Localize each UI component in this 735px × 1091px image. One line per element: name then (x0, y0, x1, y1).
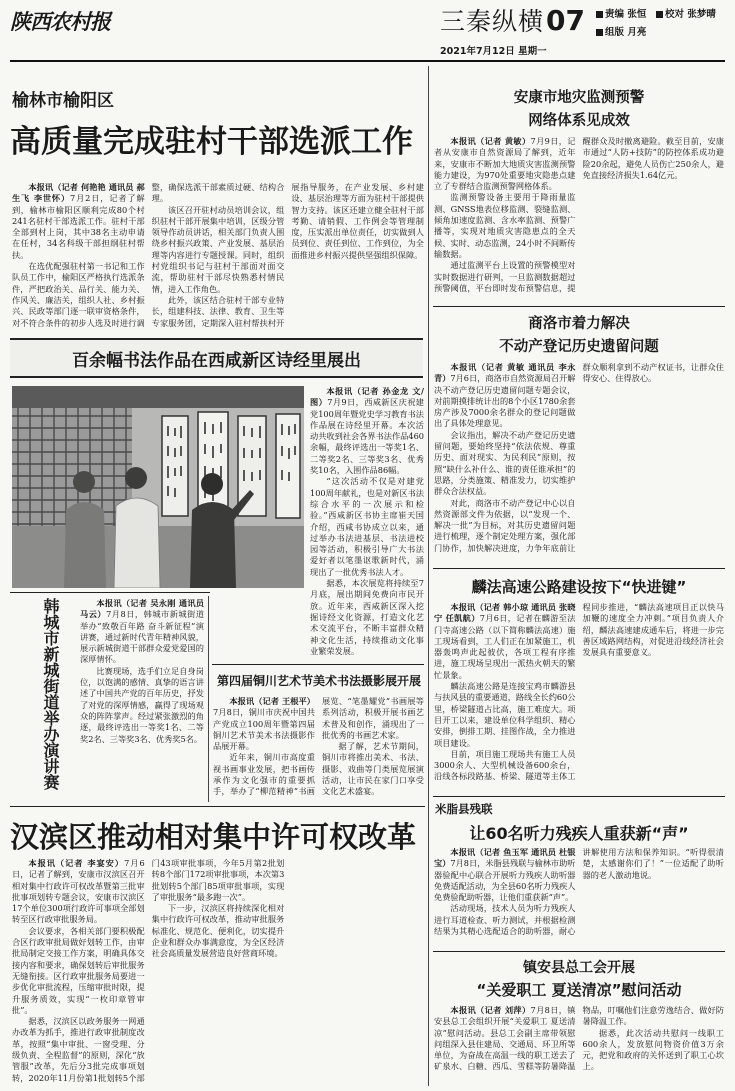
yuyang-kicker: 榆林市榆阳区 (12, 91, 114, 111)
article-paragraph: 此外，该区结合驻村干部专业特长，组建科技、法律、教育、卫生等专家服务团，定期深入驻村帮扶村开展指导服务，在产业发展、乡村建设、基层治理等方面为驻村干部提供智力支持。该区还建立健全驻村干部考勤、请销假、工作例会等管理制度，压实派出单位责任，切实做到人员到位、责任到位、工作到位，为全面推进乡村振兴提供坚强组织保障。 (151, 182, 424, 328)
article-paragraph: 本报讯（记者 鱼玉军 通讯员 杜银宝）7月8日，米脂县残联与榆林市助听器验配中心联合开展听力残疾人助听器免费适配活动，为全县60名听力残疾人免费验配助听器，让他们重获新“声”。 (434, 847, 576, 903)
ankang-kicker: 安康市地灾监测预警 (513, 90, 645, 106)
article-paragraph: 据了解，艺术节期间，铜川市将推出美术、书法、摄影、戏曲等门类展览展演活动，让市民在家门口享受文化艺术盛宴。 (322, 741, 424, 797)
article-paragraph: 本报讯（记者 王根平）7月8日，铜川市庆祝中国共产党成立100周年暨第四届铜川艺术节美术书法摄影作品展开幕。 (213, 696, 315, 752)
article-paragraph: 对此，商洛市不动产登记中心以自然资源部文件为依据，以“发现一个、解决一批”为目标，对其历史遗留问题进行梳理，逐个制定处理方案，强化部门协作，加快解决进度，力争年底前让群众顺利拿到不动产权证书，让群众住得安心、住得放心。 (434, 362, 724, 553)
scroll-frame (276, 414, 300, 518)
column-divider (428, 66, 429, 1086)
newspaper-logo: 陕西农村报 (10, 9, 110, 34)
article-paragraph: 监测预警设备主要用于降雨量监测、GNSS地表位移监测、裂缝监测、倾角加速度监测、含水率监测、预警广播等，实现对地质灾害隐患点的全天候、实时、动态监测，24小时不间断传输数据。 (434, 192, 576, 259)
byline: 本报讯（记者 孙金龙 文/图） (310, 386, 424, 408)
byline: 本报讯（记者 韩小琼 通讯员 张晓宁 任凯航） (434, 602, 576, 624)
article-paragraph: “这次活动不仅是对建党100周年献礼，也是对新区书法综合水平的一次展示和检验。”西咸新区书协主席崔天国介绍，西咸书协成立以来，通过举办书法进基层、书法进校园等活动，积极引导广大书法爱好者以笔墨讴歌新时代，涌现出了一批优秀书法人才。 (310, 476, 424, 577)
tongchuan-headline: 第四届铜川艺术节美术书法摄影展开展 (216, 674, 421, 688)
hancheng-headline: 韩城市新城街道举办演讲赛 (41, 598, 60, 790)
staff-proofreader (656, 6, 726, 20)
tongchuan-body (213, 696, 424, 800)
article-paragraph: 该区召开驻村动员培训会议，组织驻村干部开展集中培训，区级分管领导作动员讲话，相关部门负责人围绕乡村振兴政策、产业发展、基层治理等内容进行专题授课。同时，组织村党组织书记与驻村干部面对面交流，帮助驻村干部尽快熟悉村情民情，进入工作角色。 (151, 204, 285, 294)
article-paragraph: 本报讯（记者 吴永刚 通讯员 马云）7月8日，韩城市新城街道举办“致敬百年路 奋斗新征程”演讲赛，通过新时代青年精神风貌，展示新城街道干部群众爱党爱国的深厚情怀。 (80, 598, 204, 665)
hancheng-body (80, 598, 204, 798)
mizhi-kicker: 米脂县残联 (435, 802, 493, 816)
shangluo-headline: 不动产登记历史遗留问题 (499, 339, 659, 355)
zhenan-headline: “关爱职工 夏送清凉”慰问活动 (476, 981, 682, 999)
mizhi-body (434, 847, 724, 947)
section-rule (433, 568, 725, 569)
issue-date: 2021年7月12日 星期一 (440, 46, 547, 57)
hanbin-headline: 汉滨区推动相对集中许可权改革 (10, 820, 417, 854)
square-bullet-icon (596, 29, 603, 36)
linfa-body (434, 602, 724, 792)
article-paragraph: 本报讯（记者 何艳艳 通讯员 郝生飞 李世怀）7月2日，记者了解到，榆林市榆阳区顺利完成80个村241名驻村干部选派工作。驻村干部全部到村上岗，其中38名主动申请在任村，34名科级干部担纲驻村帮扶。 (12, 182, 145, 260)
staff-person: 张恒 (627, 9, 647, 20)
byline: 本报讯（记者 鱼玉军 通讯员 杜银宝） (434, 847, 576, 869)
calligraphy-headline: 百余幅书法作品在西咸新区诗经里展出 (10, 338, 423, 378)
hanbin-body (12, 858, 424, 1086)
zhenan-kicker: 镇安县总工会开展 (523, 960, 635, 976)
visitor-head (201, 473, 223, 495)
yuyang-body (12, 182, 424, 329)
byline: 本报讯（记者 吴永刚 通讯员 马云） (80, 598, 204, 620)
staff-editor (596, 6, 656, 20)
mizhi-headline: 让60名听力残疾人重获新“声” (469, 824, 689, 843)
visitor-head (73, 471, 95, 493)
byline: 本报讯（记者 黄敏 通讯员 李永青） (434, 362, 576, 384)
article-paragraph: 会议指出，解决不动产登记历史遗留问题，要始终坚持“依法依规、尊重历史、面对现实、为民利民”原则，按照“缺什么补什么、谁的责任谁承担”的思路，分类施策、精准发力，切实维护群众合法权益。 (434, 429, 576, 497)
article-paragraph: 本报讯（记者 韩小琼 通讯员 张晓宁 任凯航）7月6日，记者在麟游至法门寺高速公路（以下简称麟法高速）施工现场看到，工人们正在加紧施工，机器轰鸣声此起彼伏，各项工程有序推进，施工现场呈现出一派热火朝天的繁忙景象。 (434, 602, 576, 680)
square-bullet-icon (656, 11, 663, 18)
visitor-body (64, 502, 106, 588)
section-rule (10, 592, 210, 593)
article-paragraph: 目前，项目施工现场共有施工人员3000余人、大型机械设备600余台，沿线各标段路基、桥梁、隧道等主体工程同步推进，“麟法高速项目正以快马加鞭的速度全力冲刺。”项目负责人介绍，麟法高速建成通车后，将进一步完善区域路网结构，对促进沿线经济社会发展具有重要意义。 (434, 602, 724, 782)
article-paragraph: 本报讯（记者 李宴安）7月6日，记者了解到，安康市汉滨区召开相对集中行政许可权改革暨第三批审批事项划转专题会议，安康市汉滨区17个单位300项行政许可事项全部划转至区行政审批服务局。 (12, 858, 145, 925)
article-paragraph: 活动现场，技术人员为听力残疾人进行耳道检查、听力测试，并根据检测结果为其精心选配适合的助听器，耐心讲解使用方法和保养知识。“听得很清楚，太感谢你们了！”一位适配了助听器的老人激动地说。 (434, 847, 724, 937)
byline: 本报讯（记者 刘萍） (450, 1005, 531, 1015)
masthead-rule (10, 60, 725, 62)
article-paragraph: 据悉，本次展览将持续至7月底，展出期间免费向市民开放。近年来，西咸新区深入挖掘诗经文化资源，打造文化艺术交流平台，不断丰富群众精神文化生活，持续推动文化事业繁荣发展。 (310, 578, 424, 656)
article-paragraph: 本报讯（记者 孙金龙 文/图）7月9日，西咸新区庆祝建党100周年暨党史学习教育书法作品展在诗经里开幕。本次活动共收到社会各界书法作品460余幅，最终评选出一等奖1名、二等奖2名、三等奖3名、优秀奖10名，入围作品86幅。 (310, 386, 424, 476)
article-paragraph: 本报讯（记者 黄敏）7月9日，记者从安康市自然资源局了解到，近年来，安康市不断加大地质灾害监测预警能力建设，为970处重要地灾隐患点建立了专群结合监测预警网格体系。 (434, 136, 576, 192)
byline: 本报讯（记者 黄敏） (450, 136, 531, 146)
article-paragraph: 通过监测平台上设置的预警模型对实时数据进行研判，一旦监测数据超过预警阈值，平台即时发布预警信息，提醒群众及时撤离避险。截至目前，安康市通过“人防+技防”的防控体系成功避险20余起，避免人员伤亡250余人，避免直接经济损失1.64亿元。 (434, 136, 724, 293)
staff-role: 组版 (605, 27, 625, 38)
staff-layout (596, 24, 656, 38)
section-rule (433, 951, 725, 952)
page-number: 07 (546, 4, 585, 37)
yuyang-headline: 高质量完成驻村干部选派工作 (10, 124, 413, 160)
article-paragraph: 比赛现场，选手们立足自身岗位，以饱满的感情、真挚的语言讲述了中国共产党的百年历史，抒发了对党的深厚情感，赢得了现场观众的阵阵掌声。经过紧张激烈的角逐，最终评选出一等奖1名、二等奖2名、三等奖3名、优秀奖5名。 (80, 665, 204, 744)
shangluo-kicker: 商洛市着力解决 (528, 316, 630, 332)
zhenan-body (434, 1005, 724, 1086)
ankang-body (434, 136, 724, 302)
staff-role: 校对 (665, 9, 685, 20)
inner-column-divider (208, 596, 209, 802)
byline: 本报讯（记者 李宴安） (28, 858, 125, 868)
article-paragraph: 本报讯（记者 黄敏 通讯员 李永青）7月6日，商洛市自然资源局召开解决不动产登记历史遗留问题专题会议，对前期摸排统计出的8个小区1780余套房产涉及7000余名群众的登记问题做出了具体处理意见。 (434, 362, 576, 429)
byline: 本报讯（记者 何艳艳 通讯员 郝生飞 李世怀） (12, 182, 145, 204)
calligraphy-body (310, 386, 424, 666)
staff-role: 责编 (605, 9, 625, 20)
square-bullet-icon (596, 11, 603, 18)
ceiling-beam (12, 386, 304, 408)
article-paragraph: 本报讯（记者 刘萍）7月8日，镇安县总工会组织开展“关爱职工 夏送清凉”慰问活动。县总工会副主席带领慰问组深入县住建局、交通局、环卫所等单位，为奋战在高温一线的职工送去了矿泉水、白糖、西瓜、雪糕等防暑降温物品，叮嘱他们注意劳逸结合、做好防暑降温工作。 (434, 1005, 724, 1072)
section-name: 三秦纵横 (440, 7, 545, 36)
article-paragraph: 据悉，汉滨区以政务服务一网通办改革为抓手，推进行政审批制度改革，按照“集中审批、一窗受理、分级负责、全程监督”的原则，深化“放管服”改革，先后分3批完成事项划转，2020年11月份第1批划转5个部门43项审批事项，今年5月第2批划转8个部门172项审批事项，本次第3批划转5个部门85项审批事项，实现了审批服务“最多跑一次”。 (12, 858, 285, 1083)
visitor-head (125, 467, 147, 489)
byline: 本报讯（记者 王根平） (229, 696, 315, 706)
staff-person: 月亮 (627, 27, 647, 38)
section-rule (212, 664, 424, 665)
linfa-headline: 麟法高速公路建设按下“快进键” (471, 578, 687, 596)
article-paragraph: 下一步，汉滨区将持续深化相对集中行政许可权改革，推动审批服务标准化、规范化、便利化，切实提升企业和群众办事满意度，为全区经济社会高质量发展营造良好营商环境。 (151, 903, 285, 959)
section-rule (10, 806, 425, 807)
article-paragraph: 麟法高速公路是连接宝鸡市麟游县与扶风县的重要通道，路线全长约60公里，桥梁隧道占比高，施工难度大。项目开工以来，建设单位科学组织、精心安排，倒排工期、挂图作战，全力推进项目建设。 (434, 681, 576, 748)
staff-person: 张梦晴 (687, 9, 716, 20)
article-paragraph: 据悉，此次活动共慰问一线职工600余人，发放慰问物资价值3万余元，把党和政府的关怀送到了职工心坎上。 (582, 1027, 724, 1072)
staff-credits (596, 6, 728, 38)
article-paragraph: 会议要求，各相关部门要积极配合区行政审批局做好划转工作，由审批局制定交接工作方案，明确具体交接内容和要求，确保划转后审批服务无缝衔接。区行政审批服务局要进一步优化审批流程，压缩审批时限，提升服务质效，实现“一枚印章管审批”。 (12, 925, 145, 1015)
article-paragraph: 在选优配强驻村第一书记和工作队员工作中，榆阳区严格执行选派条件，严把政治关、品行关、能力关、作风关、廉洁关，组织人社、乡村振兴、民政等部门逐一联审资格条件，对不符合条件的初步人选及时进行调整，确保选派干部素质过硬、结构合理。 (12, 182, 285, 328)
article-paragraph: 近年来，铜川市高度重视书画事业发展，把书画传承作为文化强市的重要抓手，举办了“柳范精神”书画展览、“笔墨耀党”书画展等系列活动，积极开展书画艺术普及和创作，涌现出了一批优秀的书画艺术家。 (213, 696, 424, 797)
visitor-body (114, 498, 160, 588)
section-rule (433, 796, 725, 797)
ankang-headline: 网络体系见成效 (528, 113, 630, 129)
exhibition-photo (12, 386, 304, 588)
section-rule (433, 306, 725, 307)
shangluo-body (434, 362, 724, 565)
